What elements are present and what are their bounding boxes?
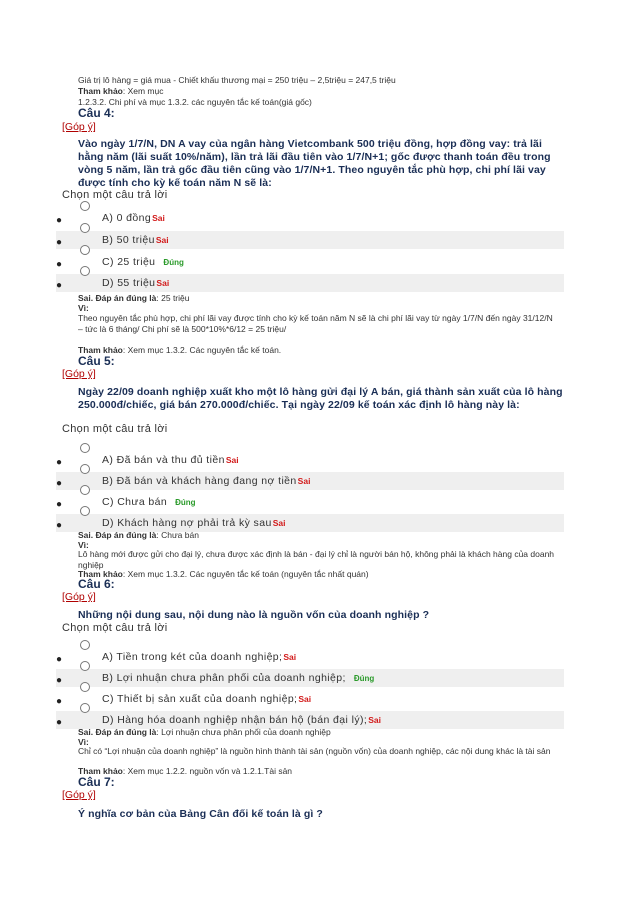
q5-explanation: Lô hàng mới được gửi cho đại lý, chưa được xác định là bán - đại lý chỉ là người bán hộ, không phải là khách hàng của doanh nghiệp [78,549,555,570]
option-label: C) Chưa bán [102,496,168,508]
choose-answer-label-q5: Chọn một câu trả lời [62,423,168,435]
radio-button[interactable] [80,266,90,276]
q5-option-c[interactable] [56,493,564,511]
question-7-text: Ý nghĩa cơ bản của Bảng Cân đối kế toán là gì ? [78,808,323,820]
feedback-head: Sai. Đáp án đúng là [78,727,157,737]
verdict-wrong: Sai [156,278,170,288]
q6-explanation: Chỉ có “Lợi nhuận của doanh nghiệp” là nguồn hình thành tài sản (nguồn vốn) của doanh nghiệp, các nội dung khác là tài sản [78,746,551,756]
bullet: ● [56,478,63,489]
verdict-correct: Đúng [175,498,196,507]
option-label: A) Đã bán và thu đủ tiền [102,454,225,466]
reference-line [78,86,578,97]
q6-reference [78,766,578,777]
option-label: A) Tiền trong két của doanh nghiệp; [102,651,283,663]
option-label: C) Thiết bị sản xuất của doanh nghiệp; [102,693,298,705]
feedback-answer: : 25 triệu [156,293,190,303]
q4-option-c[interactable] [56,253,564,271]
choose-answer-label-q6: Chọn một câu trả lời [62,622,168,634]
q6-option-c[interactable] [56,690,564,708]
question-4-text: Vào ngày 1/7/N, DN A vay của ngân hàng Vietcombank 500 triệu đồng, hợp đồng vay: trả lãi hằng năm (lãi suất 10%/năm), lần trả lãi đầu tiên vào 1/7/N+1; gốc được thanh toán đều trong vòng 5 năm, lần trả gốc đầu tiên cũng vào 1/7/N+1. Theo nguyên tắc phù hợp, chi phí lãi vay được tính cho kỳ kế toán năm N sẽ là: [78,138,551,189]
q4-feedback [78,293,578,304]
reference-text: : Xem mục 1.2.2. nguồn vốn và 1.2.1.Tài sản [122,766,293,776]
radio-button[interactable] [80,223,90,233]
verdict-correct: Đúng [163,258,184,267]
radio-button[interactable] [80,201,90,211]
q5-option-b[interactable] [56,472,564,490]
q4-option-a[interactable] [56,209,564,227]
feedback-head: Sai. Đáp án đúng là [78,293,157,303]
reference-text: : Xem mục 1.3.2. Các nguyên tắc kế toán. [122,345,282,355]
question-7-title: Câu 7: [78,775,115,789]
reference-text: : Xem mục [122,86,164,96]
q5-feedback [78,530,578,541]
option-label: B) 50 triệu [102,234,155,246]
q6-option-b[interactable] [56,669,564,687]
option-label: D) Hàng hóa doanh nghiệp nhận bán hộ (bán đại lý); [102,714,368,726]
q5-reference [78,569,578,580]
verdict-correct: Đúng [353,674,375,683]
q4-explanation: Theo nguyên tắc phù hợp, chi phí lãi vay được tính cho kỳ kế toán năm N sẽ là chi phí lãi vay từ ngày 1/7/N đến ngày 31/12/N – tức là 6 tháng/ Chi phí sẽ là 500*10%*6/12 = 25 triệu/ [78,313,553,334]
option-label: B) Đã bán và khách hàng đang nợ tiền [102,475,297,487]
feedback-link-q4[interactable]: [Góp ý] [62,121,96,133]
choose-answer-label-q4: Chọn một câu trả lời [62,189,168,201]
radio-button[interactable] [80,485,90,495]
reference-label: Tham khảo [78,766,123,776]
q6-reason-label: Vì: [78,737,89,747]
reference-detail: 1.2.3.2. Chi phí và mục 1.3.2. các nguyên tắc kế toán(giá gốc) [78,97,312,107]
verdict-wrong: Sai [225,455,239,465]
question-6-text: Những nội dung sau, nội dung nào là nguồn vốn của doanh nghiệp ? [78,609,430,621]
feedback-answer: : Lợi nhuận chưa phân phối của doanh nghiệp [156,727,331,737]
bullet: ● [56,457,63,468]
radio-button[interactable] [80,703,90,713]
reference-label: Tham khảo [78,86,123,96]
reference-label: Tham khảo [78,345,123,355]
radio-button[interactable] [80,245,90,255]
q6-feedback [78,727,578,738]
question-5-text: Ngày 22/09 doanh nghiệp xuất kho một lô hàng gửi đại lý A bán, giá thành sản xuất của lô hàng 250.000đ/chiếc, giá bán 270.000đ/chiếc. Tại ngày 22/09 kế toán xác định lô hàng này là: [78,386,563,411]
bullet: ● [56,696,63,707]
option-label: D) 55 triệu [102,277,156,289]
question-5-title: Câu 5: [78,354,115,368]
q4-option-b[interactable] [56,231,564,249]
bullet: ● [56,280,63,291]
verdict-wrong: Sai [272,518,286,528]
feedback-head: Sai. Đáp án đúng là [78,530,157,540]
feedback-link-q7[interactable]: [Góp ý] [62,789,96,801]
bullet: ● [56,654,63,665]
radio-button[interactable] [80,682,90,692]
verdict-wrong: Sai [155,235,169,245]
question-4-title: Câu 4: [78,106,115,120]
bullet: ● [56,675,63,686]
q4-reference [78,345,578,356]
radio-button[interactable] [80,464,90,474]
q5-reason-label: Vì: [78,540,89,550]
feedback-link-q5[interactable]: [Góp ý] [62,368,96,380]
calc-line: Giá trị lô hàng = giá mua - Chiết khấu thương mại = 250 triệu – 2,5triệu = 247,5 triệu [78,75,396,85]
reference-label: Tham khảo [78,569,123,579]
verdict-wrong: Sai [283,652,297,662]
question-6-title: Câu 6: [78,577,115,591]
feedback-answer: : Chưa bán [156,530,199,540]
q4-option-d[interactable] [56,274,564,292]
radio-button[interactable] [80,506,90,516]
q5-option-a[interactable] [56,451,564,469]
feedback-link-q6[interactable]: [Góp ý] [62,591,96,603]
reference-text: : Xem mục 1.3.2. Các nguyên tắc kế toán (nguyên tắc nhất quán) [122,569,369,579]
bullet: ● [56,237,63,248]
q4-reason-label: Vì: [78,303,89,313]
option-label: A) 0 đồng [102,212,152,224]
bullet: ● [56,215,63,226]
verdict-wrong: Sai [152,213,165,223]
verdict-wrong: Sai [298,694,312,704]
radio-button[interactable] [80,443,90,453]
radio-button[interactable] [80,640,90,650]
bullet: ● [56,259,63,270]
option-label: B) Lợi nhuận chưa phân phối của doanh nghiệp; [102,672,346,684]
verdict-wrong: Sai [297,476,311,486]
bullet: ● [56,717,63,728]
q6-option-a[interactable] [56,648,564,666]
option-label: D) Khách hàng nợ phải trả kỳ sau [102,517,272,529]
bullet: ● [56,520,63,531]
bullet: ● [56,499,63,510]
option-label: C) 25 triệu [102,256,156,268]
radio-button[interactable] [80,661,90,671]
verdict-wrong: Sai [368,715,381,725]
